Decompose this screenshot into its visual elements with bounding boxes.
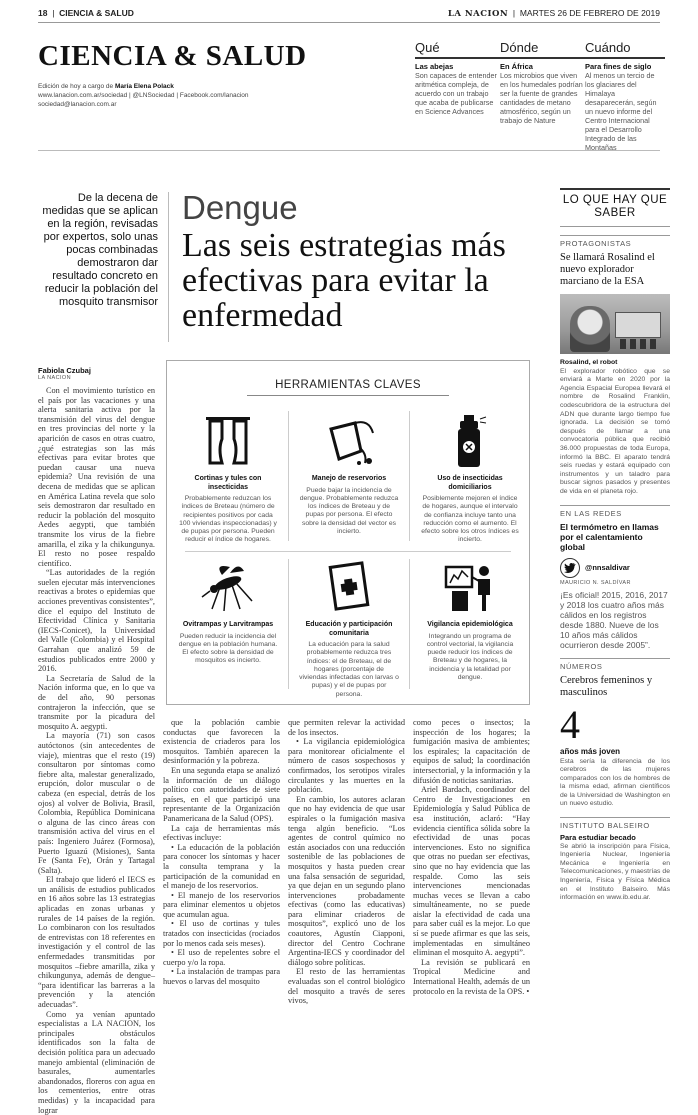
tool-name: Ovitrampas y Larvitrampas: [182, 621, 274, 628]
grid-divider: [409, 559, 410, 689]
tweet-quote: ¡Es oficial! 2015, 2016, 2017 y 2018 los cuatro años más cálidos en los registros desde 1880. Nueve de los 10 años más cálidos ocurrieron desde 2005”.: [560, 589, 668, 650]
paragraph: La caja de herramientas más efectivas incluye:: [163, 823, 280, 843]
que-title: Qué: [415, 40, 501, 59]
rail-text: El explorador robótico que se enviará a Marte en 2020 por la Agencia Espacial Europea llevará el nombre de Rosalind Franklin, codescubridora de la estructura del ADN que durante largo tiempo fue ignorada. La decisión se tomó después de llamar a una convocatoria pública que recibió 36.000 propuestas de toda Europa, informó la BBC. El aparato tendrá seis ruedas y estará equipado con instrumentos y un taladro para buscar signos pasados y presentes de vida en el planeta rojo.: [560, 367, 670, 495]
tool-name: Educación y participación comunitaria: [305, 621, 393, 637]
paragraph: que la población cambie conductas que favorecen la existencia de criaderos para los mosquitos. También aparecen la desinformación y la pobreza.: [163, 718, 280, 766]
tool-insecticides: [420, 413, 520, 545]
cuando-text: Al menos un tercio de los glaciares del Himalaya desaparecerán, según un nuevo informe del Centro Internacional para el Desarrollo Integrado de las Montañas: [585, 71, 657, 152]
surveillance-icon: [420, 559, 520, 615]
donde-box: [500, 40, 586, 125]
spray-can-icon: [420, 413, 520, 469]
body-column-1: [38, 386, 155, 1115]
bucket-icon: [299, 413, 399, 469]
tool-name: Uso de insecticidas domiciliarios: [437, 475, 503, 491]
paragraph: En una segunda etapa se analizó la información de un diálogo político con autoridades de siete países, en el que participó una representante de la Organización Panamericana de la Salud (OPS).: [163, 765, 280, 823]
rail-body: Esta sería la diferencia de los cerebros de las mujeres comparados con los de hombres de la misma edad, afirman científicos de la Universidad de Washington en un nuevo estudio.: [560, 757, 670, 808]
tool-description: Pueden reducir la incidencia del dengue en la población humana. El efecto sobre la densidad de mosquitos es incierto.: [178, 632, 278, 665]
rail-headline: Se llamará Rosalind el nuevo explorador marciano de la ESA: [560, 252, 655, 287]
tool-name: Manejo de reservorios: [311, 475, 387, 482]
paragraph: La mayoría (71) son casos autóctonos (sin antecedentes de viaje), mientras que el resto (19) consultaron por síntomas como fiebre alta, malestar generalizado, erupción, dolor muscular o de cabeza (en especial, detrás de los ojos) al volver de Bolivia, Brasil, Colombia, República Dominicana o alguna de las cinco áreas con transmisión activa del virus en el país: Ingeniero Juárez (Formosa), Puerto Iguazú (Misiones), Santa Fe (Santa Fe), Orán y Tartagal (Salta).: [38, 731, 155, 875]
right-rail: [560, 188, 670, 903]
tool-description: La educación para la salud probablemente reduzca tres índices: el de Breteau, el de hogares (porcentaje de viviendas infectadas con larvas o pupas) y el de pupas por persona.: [299, 641, 399, 698]
byline: [38, 366, 91, 381]
rail-section-label: NÚMEROS: [560, 658, 670, 671]
section-email[interactable]: sociedad@lanacion.com.ar: [38, 101, 117, 108]
cuando-subtitle: Para fines de siglo: [585, 62, 652, 71]
rail-section-label: EN LAS REDES: [560, 505, 670, 518]
rail-subtitle: Para estudiar becado: [560, 833, 636, 843]
article-headline: Las seis estrategias más efectivas para evitar la enfermedad: [182, 227, 506, 334]
rail-section-label: INSTITUTO BALSEIRO: [560, 817, 670, 830]
bullet-item: • La instalación de trampas para huevos o larvas del mosquito: [163, 967, 280, 987]
author-name: Fabiola Czubaj: [38, 366, 91, 375]
grid-divider: [288, 411, 289, 541]
tweet-header: [560, 558, 670, 578]
tool-name: Vigilancia epidemiológica: [427, 621, 513, 628]
body-column-2: [163, 718, 280, 1018]
grid-divider: [409, 411, 410, 541]
section-title: CIENCIA & SALUD: [38, 40, 307, 72]
paragraph: El trabajo que lideró el IECS es un análisis de estudios publicados en 16 años sobre las 13 estrategias aplicadas en zonas urbanas y rurales de 14 países de la región. Lo combinaron con los resultados de entrevistas con 18 referentes en investigación y el control de las enfermedades transmitidas por mosquitos –fiebre amarilla, zika y chikungunya, además de dengue– “para identificar las barreras a la prevención y la atención adecuadas”.: [38, 875, 155, 1009]
body-column-3: [288, 718, 405, 1018]
paragraph: Ariel Bardach, coordinador del Centro de Investigaciones en Epidemiología y Salud Pública de esa institución, aclaró: “Hay evidencia científica sólida sobre la efectividad de unas pocas intervenciones. Esto no significa que otras no puedan ser efectivas, sino que no hay evidencia que las respalde. Como las seis intervenciones mencionadas muchas veces se llevan a cabo simultáneamente, no se puede aislar la efectividad de cada una para saber cuál es la mejor. Lo que sí se puede afirmar es que las seis, implementadas en simultáneo eliminan el mosquito A. aegypti”.: [413, 785, 530, 958]
big-number-label: años más joven: [560, 746, 621, 756]
folio-section: CIENCIA & SALUD: [59, 8, 134, 18]
que-text: Son capaces de entender aritmética compleja, de acuerdo con un trabajo que acaba de publicarse en Science Advances: [415, 71, 497, 116]
editor-name: María Elena Polack: [114, 83, 174, 90]
grid-divider: [288, 559, 289, 689]
donde-title: Dónde: [500, 40, 586, 59]
issue-date: MARTES 26 DE FEBRERO DE 2019: [519, 8, 660, 18]
rail-body: [560, 359, 670, 497]
paragraph: “Las autoridades de la región suelen ejecutar más intervenciones reactivas a brotes o epidemias que acciones preventivas consistentes”, dice el equipo del Instituto de Efectividad Clínica y Sanitaria (IECS-Conicet), la Universidad del Valle (Colombia) y el Hospital Garrahan que analizó 59 de estudios publicados entre 2000 y 2016.: [38, 568, 155, 674]
tool-description: Probablemente reduzcan los índices de Breteau (número de recipientes positivos por cada 100 viviendas inspeccionadas) y de pupas por persona. Pueden reducir el índice de hogares.: [179, 495, 277, 544]
tweet-author: MAURICIO N. SALDÍVAR: [560, 579, 631, 586]
tool-surveillance: [420, 559, 520, 682]
infographic-box: [166, 360, 530, 705]
top-divider: [38, 22, 660, 23]
cuando-title: Cuándo: [585, 40, 665, 59]
que-subtitle: Las abejas: [415, 62, 454, 71]
rail-body: Se abrió la inscripción para Física, Ingeniería Nuclear, Ingeniería Mecánica e Ingeniería en Telecomunicaciones, y maestrías de Ingeniería, Física y Física Médica en el Instituto Balseiro. Más información en www.ib.edu.ar.: [560, 842, 670, 902]
article-kicker: Dengue: [182, 189, 298, 226]
rail-headline: Cerebros femeninos y masculinos: [560, 674, 653, 698]
cuando-box: [585, 40, 665, 152]
tool-description: Posiblemente mejoren el índice de hogares, aunque el intervalo de confianza incluye tanto una reducción como el aumento. El efecto sobre los otros índices es incierto.: [421, 495, 519, 544]
health-book-icon: [299, 559, 399, 615]
page-folio: 18 | CIENCIA & SALUD LA NACION | MARTES 26 DE FEBRERO DE 2019: [38, 8, 660, 19]
tool-description: Integrando un programa de control vectorial, la vigilancia puede reducir los índices de Breteau y de hogares, la incidencia y la letalidad por dengue.: [426, 632, 514, 681]
bullet-item: • La educación de la población para conocer los síntomas y hacer la consulta temprana y la participación de la comunidad en el manejo de los reservorios.: [163, 842, 280, 891]
rail-section-label: PROTAGONISTAS: [560, 235, 670, 248]
section-links[interactable]: www.lanacion.com.ar/sociedad | @LNSociedad | Facebook.com/lanacion: [38, 92, 249, 99]
rail-title: LO QUE HAY QUE SABER: [560, 188, 670, 227]
tool-name: Cortinas y tules con insecticidas: [194, 475, 262, 491]
article-deck: De la decena de medidas que se aplican en la región, revisadas por expertos, solo unas pocas combinadas demostraron dar resultado concreto en reducir la población del mosquito transmisor: [42, 192, 158, 308]
bullet-item: • El uso de cortinas y tules tratados con insecticidas (rociados por lo menos cada seis meses).: [163, 919, 280, 948]
page-number: 18: [38, 8, 48, 18]
tool-description: Puede bajar la incidencia de dengue. Probablemente reduzca los índices de Breteau y de pupas por persona. El efecto sobre la densidad del vector es incierto.: [299, 486, 399, 535]
paragraph: La revisión se publicará en Tropical Medicine and International Health, además de un protocolo en la revista de la OPS. •: [413, 957, 530, 996]
deck-divider: [168, 192, 169, 342]
donde-subtitle: En África: [500, 62, 533, 71]
edition-credits: [38, 82, 249, 109]
rail-lead: Rosalind, el robot: [560, 359, 618, 366]
tool-traps: [178, 559, 278, 666]
paragraph: La Secretaría de Salud de la Nación informa que, en lo que va de del año, 90 personas contrajeron la infección, que se transmite por la picadura del mosquito A. aegypti.: [38, 673, 155, 731]
author-outlet: LA NACION: [38, 375, 71, 381]
twitter-icon[interactable]: [560, 558, 580, 578]
tool-curtains: [178, 413, 278, 545]
header-divider: [38, 150, 660, 151]
tool-education: [299, 559, 399, 699]
paragraph: que permiten relevar la actividad de los insectos.: [288, 718, 405, 737]
rover-image: [615, 312, 661, 338]
grid-divider: [185, 551, 511, 552]
paragraph: como peces o insectos; la inspección de los hogares; la fumigación masiva de ambientes; los espirales; la capacitación de equipos de salud; la coordinación intersectorial, y la información y la difusión de noticias sanitarias.: [413, 718, 530, 785]
que-box: [415, 40, 501, 116]
big-number: 4: [560, 701, 580, 747]
edition-prefix: Edición de hoy a cargo de: [38, 83, 115, 90]
bullet-item: • La vigilancia epidemiológica para monitorear oficialmente el número de casos sospechosos y confirmados, los serotipos virales circulantes y las muertes en la población.: [288, 737, 405, 795]
newspaper-name: LA NACION: [447, 9, 509, 19]
curtains-icon: [178, 413, 278, 469]
paragraph: Como ya venían apuntado especialistas a LA NACION, los principales obstáculos identificados son la falta de decisión política para un adecuado manejo ambiental (eliminación de basurales, aumentarles abandonados, floreros con agua en los cementerios, entre otras medidas) y la incapacidad para lograr: [38, 1009, 155, 1115]
paragraph: En cambio, los autores aclaran que no hay evidencia de que usar espirales o la fumigación masiva tenga algún beneficio. “Los agentes de control químico no están asociados con una reducción sostenible de las poblaciones de mosquitos y hasta pueden crear una falsa sensación de seguridad, ya que dejan en un segundo plano intervenciones probadamente efectivas (como las educativas) para eliminar criaderos de mosquitos”, explicó uno de los coautores, Agustín Ciapponi, director del Centro Cochrane Argentina-IECS y coordinador del diálogo sobre políticas.: [288, 794, 405, 967]
bullet-item: • El manejo de los reservorios para eliminar elementos u objetos que acumulan agua.: [163, 890, 280, 919]
tool-reservoirs: [299, 413, 399, 536]
mosquito-icon: [178, 559, 278, 615]
rosalind-rover-photo: [560, 294, 670, 354]
infographic-title: HERRAMIENTAS CLAVES: [275, 379, 421, 391]
donde-text: Los microbios que viven en los humedales podrían ser la fuente de grandes cantidades de metano atmosférico, según un trabajo de Nature: [500, 71, 583, 125]
rail-headline: El termómetro en llamas por el calentamiento global: [560, 521, 659, 552]
portrait-image: [570, 306, 610, 352]
body-column-4: [413, 718, 530, 1018]
infographic-title-rule: [247, 395, 449, 396]
paragraph: El resto de las herramientas evaluadas son el control biológico del mosquito a través de seres vivos,: [288, 967, 405, 1006]
paragraph: Con el movimiento turístico en el país por las vacaciones y una alerta sanitaria activa por la transmisión del virus del dengue en tres provincias del norte y la aparición de casos en otras cuatro, ¿qué estrategias son las más efectivas para evitar brotes que puedan causar una nueva epidemia? Una revisión de una decena de medidas que se aplican en América Latina revela que solo seis demostraron dar resultado en reducir la población del mosquito Aedes aegypti, que también transmite los virus de la fiebre amarilla, el zika y la chikungunya. El resto no posee respaldo científico.: [38, 386, 155, 568]
tweet-handle[interactable]: @nnsaldivar: [585, 563, 630, 572]
bullet-item: • El uso de repelentes sobre el cuerpo y/o la ropa.: [163, 948, 280, 967]
